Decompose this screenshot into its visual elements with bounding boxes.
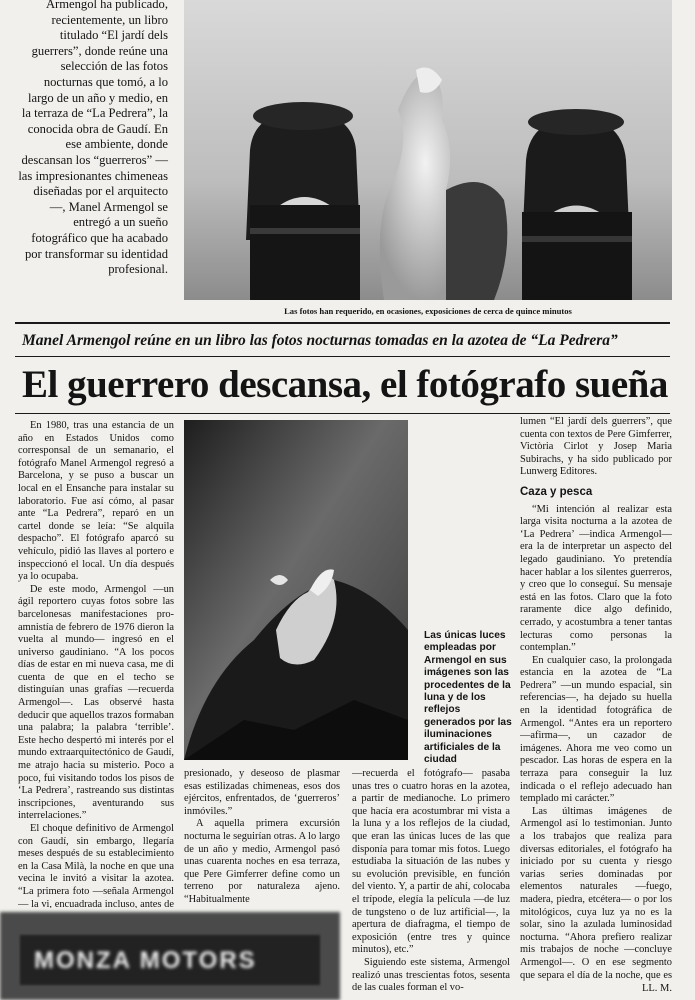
- paragraph: A aquella primera excursión nocturna le seguirían otras. A lo largo de un año y medio, Armengol pasó unas cuarenta noches en esa terraza, que Pere Gimferrer define como un terreno por naturaleza ajeno. “Habitualmente: [184, 818, 340, 905]
- paragraph: “Mi intención al realizar esta larga visita nocturna a la azotea de ‘La Pedrera’ —indica Armengol— era la de interpretar un aspecto del legado gaudiniano. Yo pretendía hacer hablar a los silentes guerreros, y creo que lo conseguí. Su mensaje está en las fotos. Claro que la foto raramente dice algo definido, cerrado, y acostumbra a tener tantas lecturas como personas la contemplan.”: [520, 503, 672, 654]
- headline-rule: [15, 413, 670, 414]
- top-rule: [15, 322, 670, 324]
- paragraph: En cualquier caso, la prolongada estancia en la azotea de “La Pedrera” —un mundo espacial, sin referencias—, ha dejado su huella en la identidad fotográfica de Armengol. “Antes era un reportero —afirma—, un cazador de imágenes. Ahora me veo como un pescador. Las horas de espera en la terraza para conseguir la luz indicada o el reflejo adecuado han templado mi carácter.”: [520, 654, 672, 805]
- paragraph: lumen “El jardí dels guerrers”, que cuenta con textos de Pere Gimferrer, Victòria Cirlot y Josep Maria Subirachs, y ha sido publicado por Lunwerg Editores.: [520, 416, 672, 478]
- top-photo-caption: Las fotos han requerido, en ocasiones, exposiciones de cerca de quince minutos: [284, 306, 572, 316]
- paragraph: De este modo, Armengol —un ágil reportero cuyas fotos sobre las barcelonesas manifestaciones pro-amnistía de febrero de 1976 dieron la vuelta al mundo— ingresó en el universo gaudiniano. “A los pocos días de estar en mi nueva casa, me di cuenta de que en el techo se distinguían unas grafías —recuerda Armengol—. Las observé hasta deducir que aquellos trazos formaban una palabra; la palabra ‘terrible’. Este hecho despertó mi interés por el mundo extraarquitectónico de Gaudí, me atrajo hacia su misterio. Poco a poco, fui visitando todos los pisos de ‘La Pedrera’, rastreando sus distintas inscripciones, aventurando sus interrelaciones.”: [18, 583, 174, 822]
- paragraph: Las últimas imágenes de Armengol así lo testimonian. Junto a los trabajos que realiza para diversas editoriales, el fotógrafo ha iniciado por su cuenta y riesgo varias series dominadas por elementos naturales —fuego, madera, piedra, etcétera— o por los mitológicos, cuya luz ya no es la solar, sino la azulada luminosidad nocturna. “Ahora prefiero realizar mis trabajos de noche —concluye Armengol—. O en ese segmento que separa el día de la noche, que es: [520, 805, 672, 981]
- paragraph: En 1980, tras una estancia de un año en Estados Unidos como corresponsal de un semanario, el fotógrafo Manel Armengol regresó a Barcelona, y se puso a buscar un local en el Ensanche para instalar su laboratorio. Fue así cómo, al pasar ante “La Pedrera”, reparó en un cartel donde se leía: “Se alquila despacho”. El fotógrafo aparcó su vehículo, pidió las llaves al portero e inspeccionó el local. Un día después ya lo ocupaba.: [18, 420, 174, 583]
- headline: El guerrero descansa, el fotógrafo sueña: [22, 363, 668, 406]
- mid-rule: [15, 356, 670, 357]
- author-signature: LL. M.: [641, 983, 672, 994]
- top-photo: [184, 0, 672, 300]
- body-column-3: [352, 768, 510, 993]
- kicker: Manel Armengol reúne en un libro las fotos nocturnas tomadas en la azotea de “La Pedrera”: [22, 332, 618, 349]
- intro-text: Armengol ha publicado, recientemente, un libro titulado “El jardí dels guerrers”, donde reúne una selección de las fotos nocturnas que tomó, a lo largo de un año y medio, en la terraza de “La Pedrera”, la conocida obra de Gaudí. En ese ambiente, donde descansan los “guerreros” —las impresionantes chimeneas diseñadas por el arquitecto—, Manel Armengol se entregó a un sueño fotográfico que ha acabado por transformar su identidad profesional.: [18, 0, 168, 277]
- body-column-2: [184, 768, 340, 908]
- advertisement-text: MONZA MOTORS: [34, 947, 257, 974]
- paragraph: —recuerda el fotógrafo— pasaba unas tres o cuatro horas en la azotea, a partir de medianoche. Lo primero que hacía era acostumbrar mi vista a la luna y a los reflejos de la ciudad, que eran las únicas luces de las que disponía para tomar mis fotos. Luego estudiaba la situación de las nubes y su evolución previsible, en función del viento. Y, a partir de ahí, colocaba el trípode, elegía la película —de luz de tungsteno o de luz artificial—, la apertura de diafragma, el tiempo de exposición (entre tres y quince minutos), etc.”: [352, 768, 510, 956]
- body-column-1: [18, 420, 174, 908]
- center-photo: [184, 420, 408, 760]
- paragraph: presionado, y deseoso de plasmar esas estilizadas chimeneas, esos dos ejércitos, enfrentados, de ‘guerreros’ inmóviles.”: [184, 768, 340, 817]
- subhead-caza-y-pesca: Caza y pesca: [520, 485, 593, 498]
- paragraph: Siguiendo este sistema, Armengol realizó unas trescientas fotos, sesenta de las cuales forman el vo-: [352, 956, 510, 993]
- chimneys-image: [184, 0, 672, 300]
- body-column-4: [520, 416, 672, 981]
- side-photo-caption: Las únicas luces empleadas por Armengol en sus imágenes son las procedentes de la luna y de los reflejos generados por las iluminaciones artificiales de la ciudad: [424, 630, 512, 766]
- paragraph: El choque definitivo de Armengol con Gaudí, sin embargo, llegaría meses después de su establecimiento en la Casa Milà, la noche en que una vecina le invitó a visitar la azotea. “La primera foto —señala Armengol— la vi, encuadrada incluso, antes de: [18, 823, 174, 908]
- chimney-night-image: [184, 420, 408, 760]
